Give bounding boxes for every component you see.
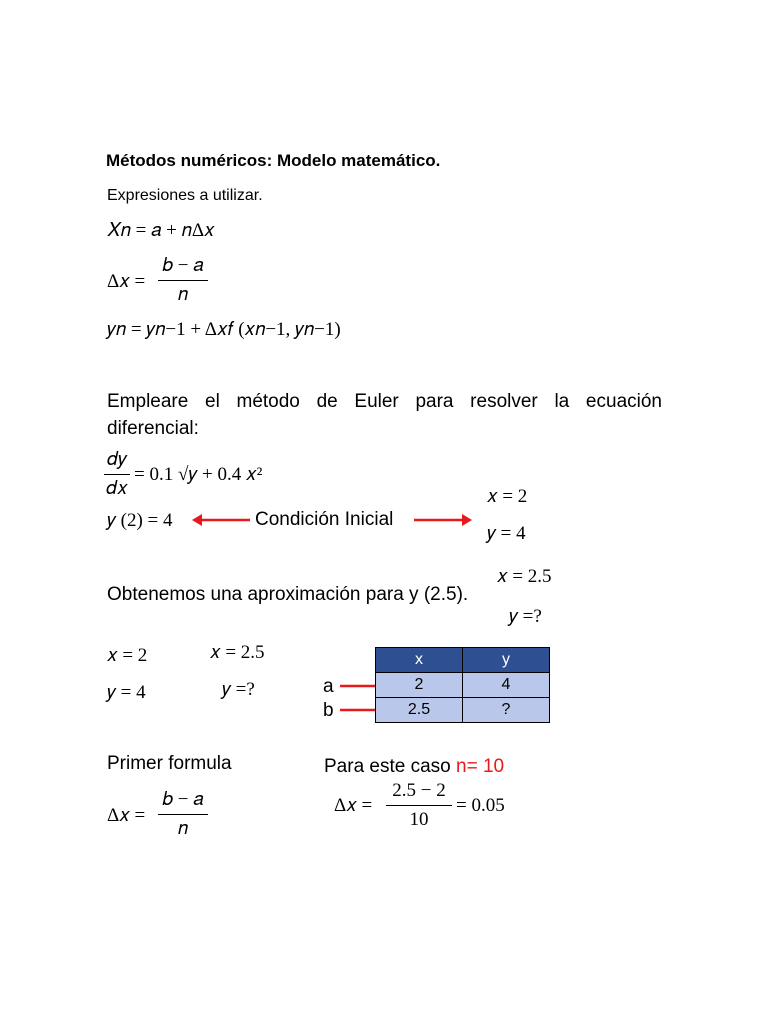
row-label-a: a xyxy=(323,676,334,697)
first-formula-label: Primer formula xyxy=(107,753,232,774)
row-label-b: b xyxy=(323,700,334,721)
table-row xyxy=(376,698,550,723)
page-title: Métodos numéricos: Modelo matemático. xyxy=(106,151,441,170)
fraction-numerator: 𝑏 − 𝑎 xyxy=(162,255,204,276)
point-y2: 𝑦 =? xyxy=(222,679,255,700)
fraction-denominator: 𝑛 xyxy=(177,284,189,305)
approx-text: Obtenemos una aproximación para y (2.5). xyxy=(107,584,469,605)
case-lhs: Δ𝑥 = xyxy=(334,795,373,816)
fraction-denominator: 10 xyxy=(409,809,429,830)
formula-xn: 𝑋𝑛 = 𝑎 + 𝑛Δ𝑥 xyxy=(107,220,215,241)
table-header-y: y xyxy=(463,648,550,673)
ode-fraction xyxy=(104,449,130,500)
formula-yn: 𝑦𝑛 = 𝑦𝑛−1 + Δ𝑥𝑓 (𝑥𝑛−1, 𝑦𝑛−1) xyxy=(107,319,341,340)
arrow-right-icon xyxy=(412,512,472,528)
case-fraction xyxy=(386,780,452,831)
table-header-x: x xyxy=(376,648,463,673)
arrow-left-icon xyxy=(192,512,252,528)
xy-table xyxy=(375,647,550,723)
fraction-numerator: 2.5 − 2 xyxy=(392,780,446,801)
approx-y: 𝑦 =? xyxy=(509,606,542,627)
formula-dx-fraction xyxy=(158,255,208,306)
initial-condition: 𝑦 (2) = 4 xyxy=(107,510,173,531)
initial-condition-label: Condición Inicial xyxy=(255,509,394,530)
point-x1: 𝑥 = 2 xyxy=(107,645,148,666)
ode-numerator: 𝑑𝑦 xyxy=(107,449,127,470)
table-cell: 2.5 xyxy=(376,698,463,723)
fraction-numerator: 𝑏 − 𝑎 xyxy=(162,789,204,810)
intro-paragraph: Empleare el método de Euler para resolver la ecuación diferencial: xyxy=(107,391,662,439)
initial-y: 𝑦 = 4 xyxy=(487,523,526,544)
table-cell: 2 xyxy=(376,673,463,698)
formula-dx-lhs: Δ𝑥 = xyxy=(107,271,146,292)
table-row xyxy=(376,673,550,698)
approx-x: 𝑥 = 2.5 xyxy=(497,566,552,587)
table-header-row xyxy=(376,648,550,673)
case-label: Para este caso xyxy=(324,756,457,777)
first-formula-fraction xyxy=(158,789,208,840)
subtitle: Expresiones a utilizar. xyxy=(107,187,263,204)
ode-bar xyxy=(104,474,130,475)
initial-x: 𝑥 = 2 xyxy=(487,486,528,507)
case-n-value: n= 10 xyxy=(456,756,505,777)
case-text xyxy=(324,756,504,778)
ode-denominator: 𝑑𝑥 xyxy=(106,478,128,499)
first-formula-lhs: Δ𝑥 = xyxy=(107,805,146,826)
fraction-denominator: 𝑛 xyxy=(177,818,189,839)
case-result: = 0.05 xyxy=(456,795,505,816)
point-x2: 𝑥 = 2.5 xyxy=(210,642,265,663)
fraction-bar xyxy=(386,805,452,806)
table-cell: 4 xyxy=(463,673,550,698)
fraction-bar xyxy=(158,814,208,815)
ode-rhs: = 0.1 √𝑦 + 0.4 𝑥² xyxy=(134,464,263,485)
fraction-bar xyxy=(158,280,208,281)
point-y1: 𝑦 = 4 xyxy=(107,682,146,703)
table-cell: ? xyxy=(463,698,550,723)
